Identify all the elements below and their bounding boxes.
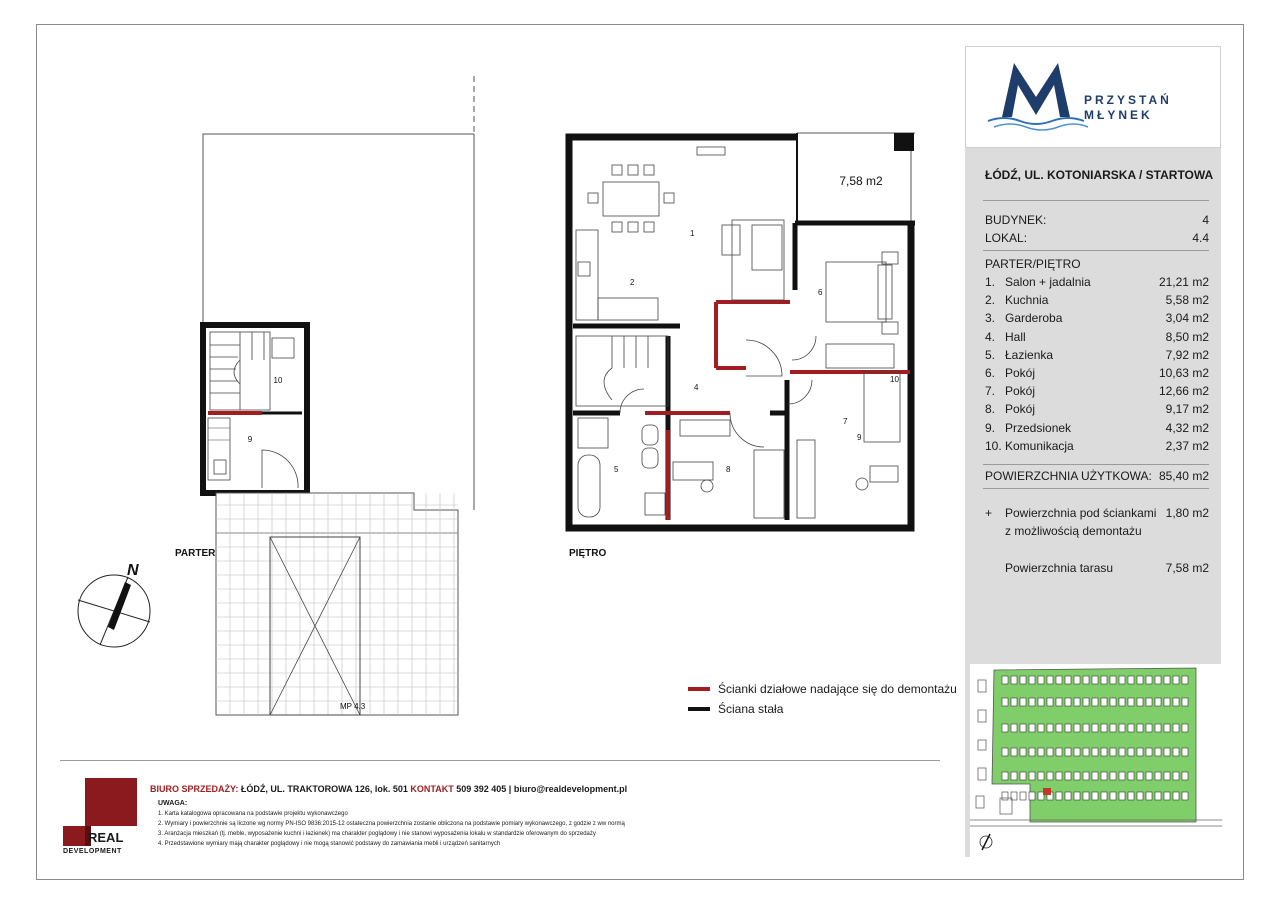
room-number: 3. — [985, 311, 996, 326]
room-area: 4,32 m2 — [1165, 420, 1209, 435]
room-name: Komunikacja — [1005, 438, 1074, 453]
pietro-room-2: 2 — [630, 278, 635, 287]
room-area: 8,50 m2 — [1165, 329, 1209, 344]
contact-value: 509 392 405 | biuro@realdevelopment.pl — [456, 784, 628, 794]
rooms-header-text: PARTER/PIĘTRO — [985, 257, 1081, 271]
pietro-room-1: 1 — [690, 229, 695, 238]
room-area: 21,21 m2 — [1158, 275, 1209, 289]
note-item: 3. Aranżacja mieszkań (tj. meble, wyposażenie kuchni i łazienek) ma charakter poglądowy i nie stanowi wyposażenia lokalu w standardzie oferowanym do sprzedaży — [158, 831, 596, 837]
room-row — [985, 347, 1209, 363]
note-item: 1. Karta katalogowa opracowana na podstawie projektu wykonawczego — [158, 811, 348, 817]
room-row — [985, 310, 1209, 326]
room-name: Przedsionek — [1005, 420, 1072, 435]
divider — [983, 464, 1209, 465]
parter-label: PARTER — [175, 548, 216, 559]
logo-m-icon — [984, 59, 1094, 139]
rooms-header — [985, 256, 1209, 272]
site-unit-marker — [1043, 788, 1051, 795]
pietro-label: PIĘTRO — [569, 548, 607, 559]
room-row — [985, 365, 1209, 381]
room-number: 7. — [985, 384, 996, 399]
extra-area-line2 — [985, 523, 1209, 539]
room-name: Pokój — [1005, 366, 1036, 380]
detail-key: BUDYNEK: — [985, 213, 1047, 227]
room-number: 6. — [985, 366, 996, 380]
room-name: Hall — [1005, 329, 1026, 344]
sales-office-label: BIURO SPRZEDAŻY: — [150, 784, 239, 794]
terrace-area — [985, 560, 1209, 576]
room-number: 9. — [985, 420, 996, 435]
sales-office-address: ŁÓDŹ, UL. TRAKTOROWA 126, lok. 501 — [240, 784, 408, 794]
room-number: 8. — [985, 402, 996, 417]
legend-black-swatch — [688, 707, 710, 711]
pietro-room-10: 10 — [890, 375, 899, 384]
terrace-area-label: 7,58 m2 — [839, 174, 883, 188]
company-name-line2: DEVELOPMENT — [63, 848, 122, 855]
room-row — [985, 401, 1209, 417]
room-area: 2,37 m2 — [1165, 438, 1209, 453]
pietro-room-7: 7 — [843, 417, 848, 426]
room-row — [985, 438, 1209, 454]
room-number: 5. — [985, 347, 996, 362]
legend-item-demountable — [688, 681, 957, 701]
terrace-key: Powierzchnia tarasu — [1005, 561, 1114, 575]
brand-name-line1: PRZYSTAŃ — [1084, 93, 1172, 107]
parter-room-9: 9 — [247, 435, 253, 444]
pietro-room-4: 4 — [694, 383, 699, 392]
total-area — [985, 468, 1209, 484]
room-area: 12,66 m2 — [1158, 384, 1209, 399]
parter-room-10: 10 — [273, 376, 283, 385]
total-value: 85,40 m2 — [1158, 469, 1209, 483]
detail-key: LOKAL: — [985, 231, 1028, 245]
room-area: 9,17 m2 — [1165, 402, 1209, 417]
note-item: 4. Przedstawione wymiary mają charakter poglądowy i nie mogą stanowić podstawy do zamawiania mebli i urządzeń sanitarnych — [158, 841, 501, 847]
parter-plan — [203, 325, 307, 493]
extra-line2: z możliwością demontażu — [1005, 524, 1142, 538]
legend — [688, 681, 957, 721]
room-name: Kuchnia — [1005, 293, 1049, 308]
room-number: 10. — [985, 438, 1002, 453]
detail-value: 4 — [1202, 213, 1209, 227]
pietro-room-8: 8 — [726, 465, 731, 474]
extra-value: 1,80 m2 — [1165, 506, 1209, 520]
room-row — [985, 329, 1209, 345]
room-area: 3,04 m2 — [1165, 311, 1209, 326]
site-map — [970, 664, 1222, 857]
room-name: Garderoba — [1005, 311, 1063, 326]
room-area: 7,92 m2 — [1165, 347, 1209, 362]
pietro-plan — [569, 133, 915, 528]
pietro-room-5: 5 — [614, 465, 619, 474]
legend-label-demountable: Ścianki działowe nadające się do demontażu — [718, 682, 957, 696]
brand-name-line2: MŁYNEK — [1084, 108, 1153, 122]
detail-building — [985, 212, 1209, 228]
real-development-logo — [63, 778, 139, 858]
company-name-line1: REAL — [88, 830, 124, 845]
room-name: Pokój — [1005, 384, 1036, 399]
divider — [983, 250, 1209, 251]
brand-name — [1084, 93, 1172, 123]
address: ŁÓDŹ, UL. KOTONIARSKA / STARTOWA — [985, 168, 1214, 182]
notes-title: UWAGA: — [158, 800, 188, 807]
ground-terrace — [216, 493, 458, 715]
north-arrow — [78, 562, 150, 647]
legend-item-fixed — [688, 701, 957, 721]
pietro-room-6: 6 — [818, 288, 823, 297]
legend-label-fixed: Ściana stała — [718, 702, 784, 716]
divider — [983, 200, 1209, 201]
parking-label: MP 4.3 — [340, 702, 366, 711]
extra-line1: Powierzchnia pod ściankami — [1005, 506, 1157, 520]
room-row — [985, 420, 1209, 436]
notes — [158, 799, 625, 849]
pietro-room-9: 9 — [857, 433, 862, 442]
extra-sign: + — [985, 506, 993, 520]
room-name: Łazienka — [1005, 347, 1054, 362]
detail-value: 4.4 — [1192, 231, 1209, 245]
divider — [983, 488, 1209, 489]
terrace-value: 7,58 m2 — [1165, 561, 1209, 575]
contact-label: KONTAKT — [410, 784, 454, 794]
sales-office — [150, 784, 627, 794]
room-name: Salon + jadalnia — [1005, 275, 1091, 289]
legend-red-swatch — [688, 687, 710, 691]
room-area: 10,63 m2 — [1158, 366, 1209, 380]
total-key: POWIERZCHNIA UŻYTKOWA: — [985, 469, 1152, 483]
room-number: 2. — [985, 293, 996, 308]
room-row — [985, 383, 1209, 399]
room-row — [985, 274, 1209, 290]
room-area: 5,58 m2 — [1165, 293, 1209, 308]
room-number: 4. — [985, 329, 996, 344]
north-label: N — [127, 562, 139, 579]
brand-logo — [965, 46, 1221, 148]
room-name: Pokój — [1005, 402, 1036, 417]
note-item: 2. Wymiary i powierzchnie są liczone wg normy PN-ISO 9836:2015-12 ostateczna powierzchnia zostanie obliczona na podstawie pomiary wykonawczego, z godzie z ww normą — [158, 821, 625, 827]
room-row — [985, 292, 1209, 308]
extra-area — [985, 505, 1209, 521]
detail-unit — [985, 230, 1209, 246]
footer-divider — [60, 760, 940, 761]
room-number: 1. — [985, 275, 996, 289]
